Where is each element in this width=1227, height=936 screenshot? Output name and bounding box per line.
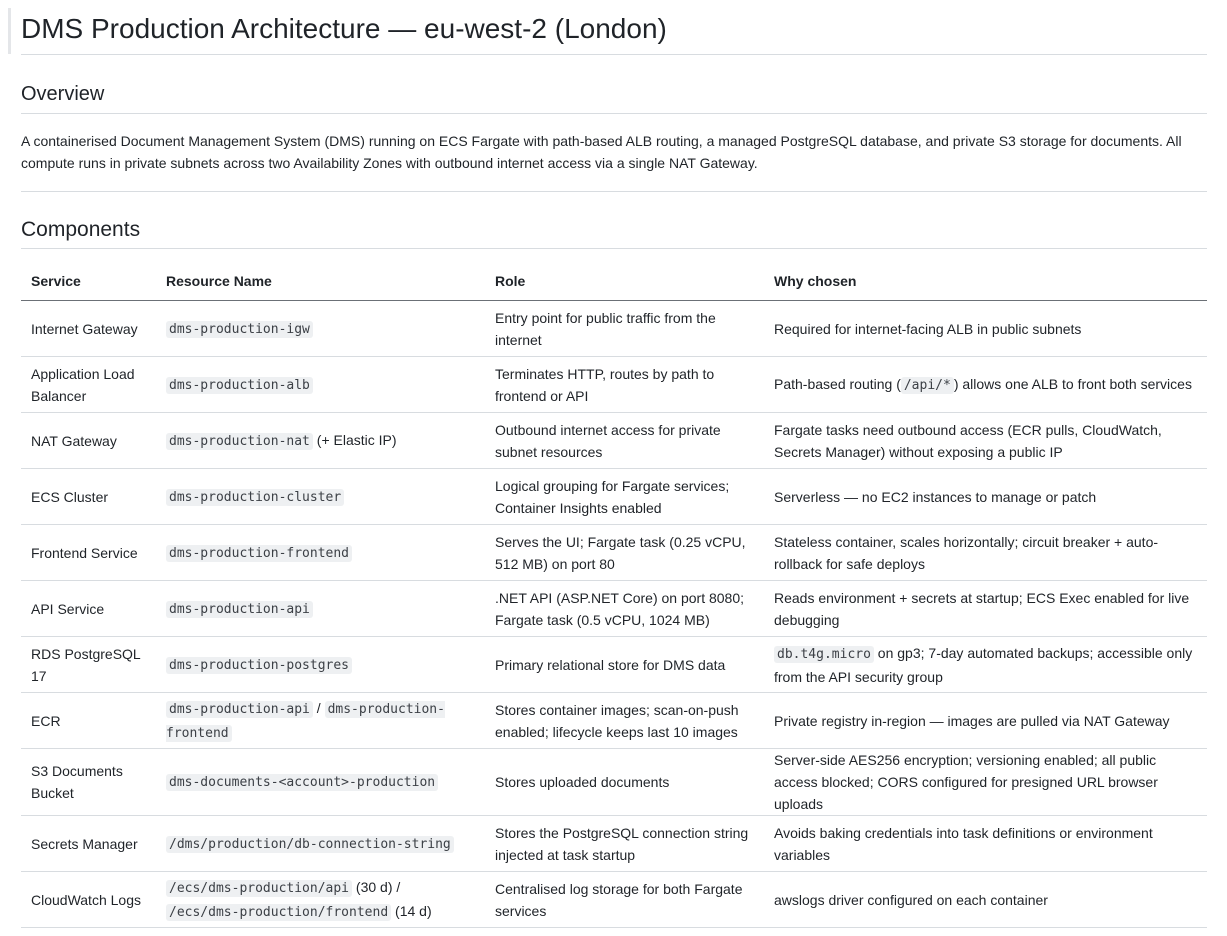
- table-row: [21, 357, 1207, 413]
- table-row: [21, 693, 1207, 749]
- inline-code: /dms/production/db-connection-string: [166, 836, 454, 853]
- cell-why-chosen: [764, 357, 1207, 413]
- cell-text: on gp3; 7-day automated backups; accessible only from the API security group: [774, 644, 1193, 685]
- cell-resource-name: [156, 693, 485, 749]
- cell-why-chosen: [764, 816, 1207, 872]
- cell-text: Reads environment + secrets at startup; ECS Exec enabled for live debugging: [774, 589, 1190, 628]
- page-title: DMS Production Architecture — eu-west-2 (London): [21, 0, 1207, 55]
- cell-service: Secrets Manager: [21, 816, 156, 872]
- cell-resource-name: [156, 413, 485, 469]
- document: [21, 0, 1207, 928]
- cell-service: ECR: [21, 693, 156, 749]
- table-header-row: [21, 264, 1207, 301]
- cell-text: Path-based routing (: [774, 375, 901, 392]
- cell-service: NAT Gateway: [21, 413, 156, 469]
- table-row: [21, 413, 1207, 469]
- cell-service: CloudWatch Logs: [21, 872, 156, 928]
- cell-service: Frontend Service: [21, 525, 156, 581]
- cell-role: Centralised log storage for both Fargate services: [485, 872, 764, 928]
- cell-text: Serverless — no EC2 instances to manage or patch: [774, 488, 1097, 505]
- cell-service: ECS Cluster: [21, 469, 156, 525]
- cell-service: Application Load Balancer: [21, 357, 156, 413]
- table-row: [21, 749, 1207, 816]
- cell-resource-name: [156, 637, 485, 693]
- inline-code: dms-production-alb: [166, 377, 313, 394]
- cell-service: API Service: [21, 581, 156, 637]
- cell-text: Fargate tasks need outbound access (ECR pulls, CloudWatch, Secrets Manager) without exposing a public IP: [774, 421, 1162, 460]
- inline-code: /ecs/dms-production/frontend: [166, 904, 391, 921]
- cell-text: ) allows one ALB to front both services: [953, 375, 1192, 392]
- cell-role: Primary relational store for DMS data: [485, 637, 764, 693]
- components-heading: Components: [21, 192, 1207, 249]
- cell-text: Private registry in-region — images are pulled via NAT Gateway: [774, 712, 1170, 729]
- cell-text: (14 d): [391, 902, 432, 919]
- cell-role: Stores uploaded documents: [485, 749, 764, 816]
- heading-accent-bar: [8, 8, 11, 54]
- inline-code: dms-documents-<account>-production: [166, 774, 438, 791]
- cell-text: /: [312, 699, 325, 716]
- cell-resource-name: [156, 581, 485, 637]
- cell-text: Server-side AES256 encryption; versioning enabled; all public access blocked; CORS configured for presigned URL browser uploads: [774, 752, 1158, 812]
- cell-role: Serves the UI; Fargate task (0.25 vCPU, 512 MB) on port 80: [485, 525, 764, 581]
- cell-role: Logical grouping for Fargate services; Container Insights enabled: [485, 469, 764, 525]
- cell-text: (30 d) /: [352, 878, 401, 895]
- cell-resource-name: [156, 816, 485, 872]
- inline-code: /api/*: [901, 377, 954, 394]
- inline-code: dms-production-frontend: [166, 545, 352, 562]
- cell-service: S3 Documents Bucket: [21, 749, 156, 816]
- inline-code: /ecs/dms-production/api: [166, 880, 352, 897]
- inline-code: dms-production-api: [166, 701, 313, 718]
- table-row: [21, 525, 1207, 581]
- components-table: [21, 264, 1207, 928]
- cell-role: Stores the PostgreSQL connection string injected at task startup: [485, 816, 764, 872]
- inline-code: dms-production-api: [166, 601, 313, 618]
- cell-role: .NET API (ASP.NET Core) on port 8080; Fargate task (0.5 vCPU, 1024 MB): [485, 581, 764, 637]
- cell-role: Terminates HTTP, routes by path to frontend or API: [485, 357, 764, 413]
- cell-why-chosen: [764, 637, 1207, 693]
- cell-resource-name: [156, 301, 485, 357]
- cell-resource-name: [156, 872, 485, 928]
- cell-why-chosen: [764, 525, 1207, 581]
- inline-code: dms-production-postgres: [166, 657, 352, 674]
- cell-text: Stateless container, scales horizontally; circuit breaker + auto-rollback for safe deploys: [774, 533, 1159, 572]
- table-row: [21, 301, 1207, 357]
- column-header-why-chosen: Why chosen: [764, 264, 1207, 301]
- cell-resource-name: [156, 525, 485, 581]
- cell-why-chosen: [764, 413, 1207, 469]
- table-row: [21, 816, 1207, 872]
- overview-text: A containerised Document Management System (DMS) running on ECS Fargate with path-based ALB routing, a managed PostgreSQL database, and private S3 storage for documents. All compute runs in private subnets across two Availability Zones with outbound internet access via a single NAT Gateway.: [21, 114, 1207, 192]
- cell-text: awslogs driver configured on each container: [774, 891, 1048, 908]
- inline-code: dms-production-nat: [166, 433, 313, 450]
- inline-code: dms-production-frontend: [166, 701, 445, 741]
- column-header-role: Role: [485, 264, 764, 301]
- cell-why-chosen: [764, 749, 1207, 816]
- cell-service: RDS PostgreSQL 17: [21, 637, 156, 693]
- overview-heading: Overview: [21, 55, 1207, 114]
- cell-role: Outbound internet access for private subnet resources: [485, 413, 764, 469]
- cell-why-chosen: [764, 469, 1207, 525]
- table-row: [21, 469, 1207, 525]
- table-row: [21, 581, 1207, 637]
- inline-code: dms-production-igw: [166, 321, 313, 338]
- column-header-service: Service: [21, 264, 156, 301]
- cell-why-chosen: [764, 581, 1207, 637]
- cell-why-chosen: [764, 693, 1207, 749]
- cell-why-chosen: [764, 301, 1207, 357]
- cell-text: Required for internet-facing ALB in public subnets: [774, 320, 1082, 337]
- cell-text: Avoids baking credentials into task definitions or environment variables: [774, 824, 1153, 863]
- inline-code: dms-production-cluster: [166, 489, 344, 506]
- cell-role: Stores container images; scan-on-push enabled; lifecycle keeps last 10 images: [485, 693, 764, 749]
- cell-why-chosen: [764, 872, 1207, 928]
- table-row: [21, 637, 1207, 693]
- table-row: [21, 872, 1207, 928]
- column-header-resource-name: Resource Name: [156, 264, 485, 301]
- cell-role: Entry point for public traffic from the internet: [485, 301, 764, 357]
- cell-resource-name: [156, 469, 485, 525]
- cell-text: (+ Elastic IP): [312, 431, 397, 448]
- cell-service: Internet Gateway: [21, 301, 156, 357]
- cell-resource-name: [156, 749, 485, 816]
- cell-resource-name: [156, 357, 485, 413]
- inline-code: db.t4g.micro: [774, 646, 874, 663]
